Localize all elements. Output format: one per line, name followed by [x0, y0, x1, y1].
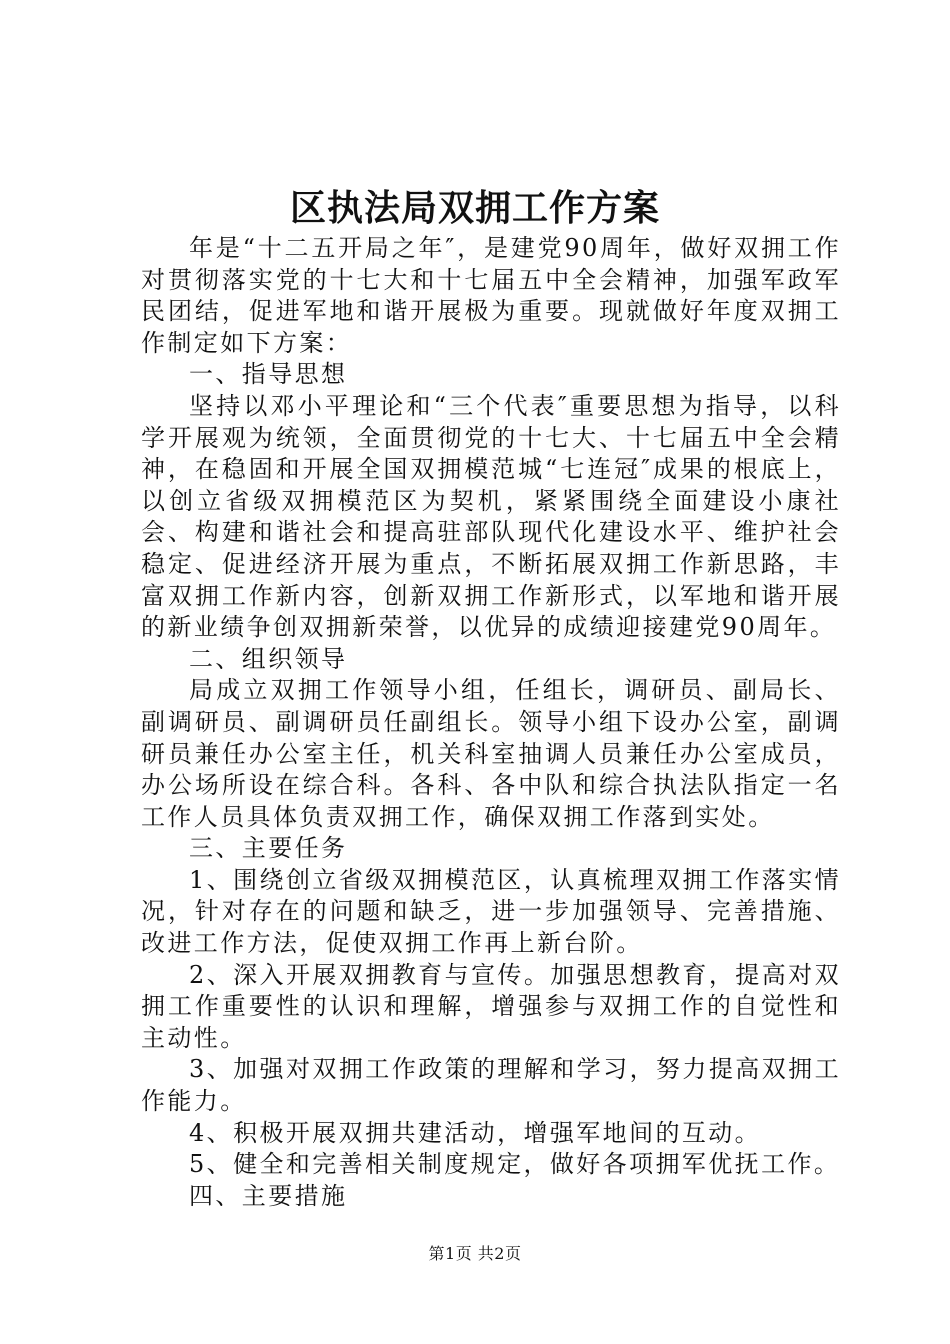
section-heading-main-measures: 四、主要措施: [189, 1181, 348, 1210]
section-heading-main-tasks: 三、主要任务: [189, 834, 348, 863]
section-heading-guiding-ideology: 一、指导思想: [189, 360, 348, 389]
task-item-2: 2、深入开展双拥教育与宣传。加强思想教育，提高对双拥工作重要性的认识和理解，增强参与双拥工作的自觉性和主动性。: [141, 960, 841, 1052]
page-footer: 第1页 共2页: [428, 1244, 522, 1263]
task-item-4: 4、积极开展双拥共建活动，增强军地间的互动。: [189, 1118, 762, 1147]
organization-paragraph: 局成立双拥工作领导小组，任组长，调研员、副局长、副调研员、副调研员任副组长。领导小组下设办公室，副调研员兼任办公室主任，机关科室抽调人员兼任办公室成员，办公场所设在综合科。各科、各中队和综合执法队指定一名工作人员具体负责双拥工作，确保双拥工作落到实处。: [141, 676, 841, 831]
task-item-1: 1、围绕创立省级双拥模范区，认真梳理双拥工作落实情况，针对存在的问题和缺乏，进一步加强领导、完善措施、改进工作方法，促使双拥工作再上新台阶。: [141, 865, 841, 958]
document-body: [141, 233, 841, 1212]
guiding-ideology-paragraph: 坚持以邓小平理论和“三个代表″重要思想为指导，以科学开展观为统领，全面贯彻党的十七大、十七届五中全会精神，在稳固和开展全国双拥模范城“七连冠″成果的根底上，以创立省级双拥模范区为契机，紧紧围绕全面建设小康社会、构建和谐社会和提高驻部队现代化建设水平、维护社会稳定、促进经济开展为重点，不断拓展双拥工作新思路，丰富双拥工作新内容，创新双拥工作新形式，以军地和谐开展的新业绩争创双拥新荣誉，以优异的成绩迎接建党90周年。: [141, 391, 841, 642]
document-title: 区执法局双拥工作方案: [289, 187, 660, 229]
intro-paragraph: 年是“十二五开局之年″，是建党90周年，做好双拥工作对贯彻落实党的十七大和十七届五中全会精神，加强军政军民团结，促进军地和谐开展极为重要。现就做好年度双拥工作制定如下方案：: [141, 234, 841, 357]
section-heading-organization: 二、组织领导: [189, 644, 348, 673]
task-item-5: 5、健全和完善相关制度规定，做好各项拥军优抚工作。: [189, 1150, 841, 1179]
task-item-3: 3、加强对双拥工作政策的理解和学习，努力提高双拥工作能力。: [141, 1055, 841, 1116]
